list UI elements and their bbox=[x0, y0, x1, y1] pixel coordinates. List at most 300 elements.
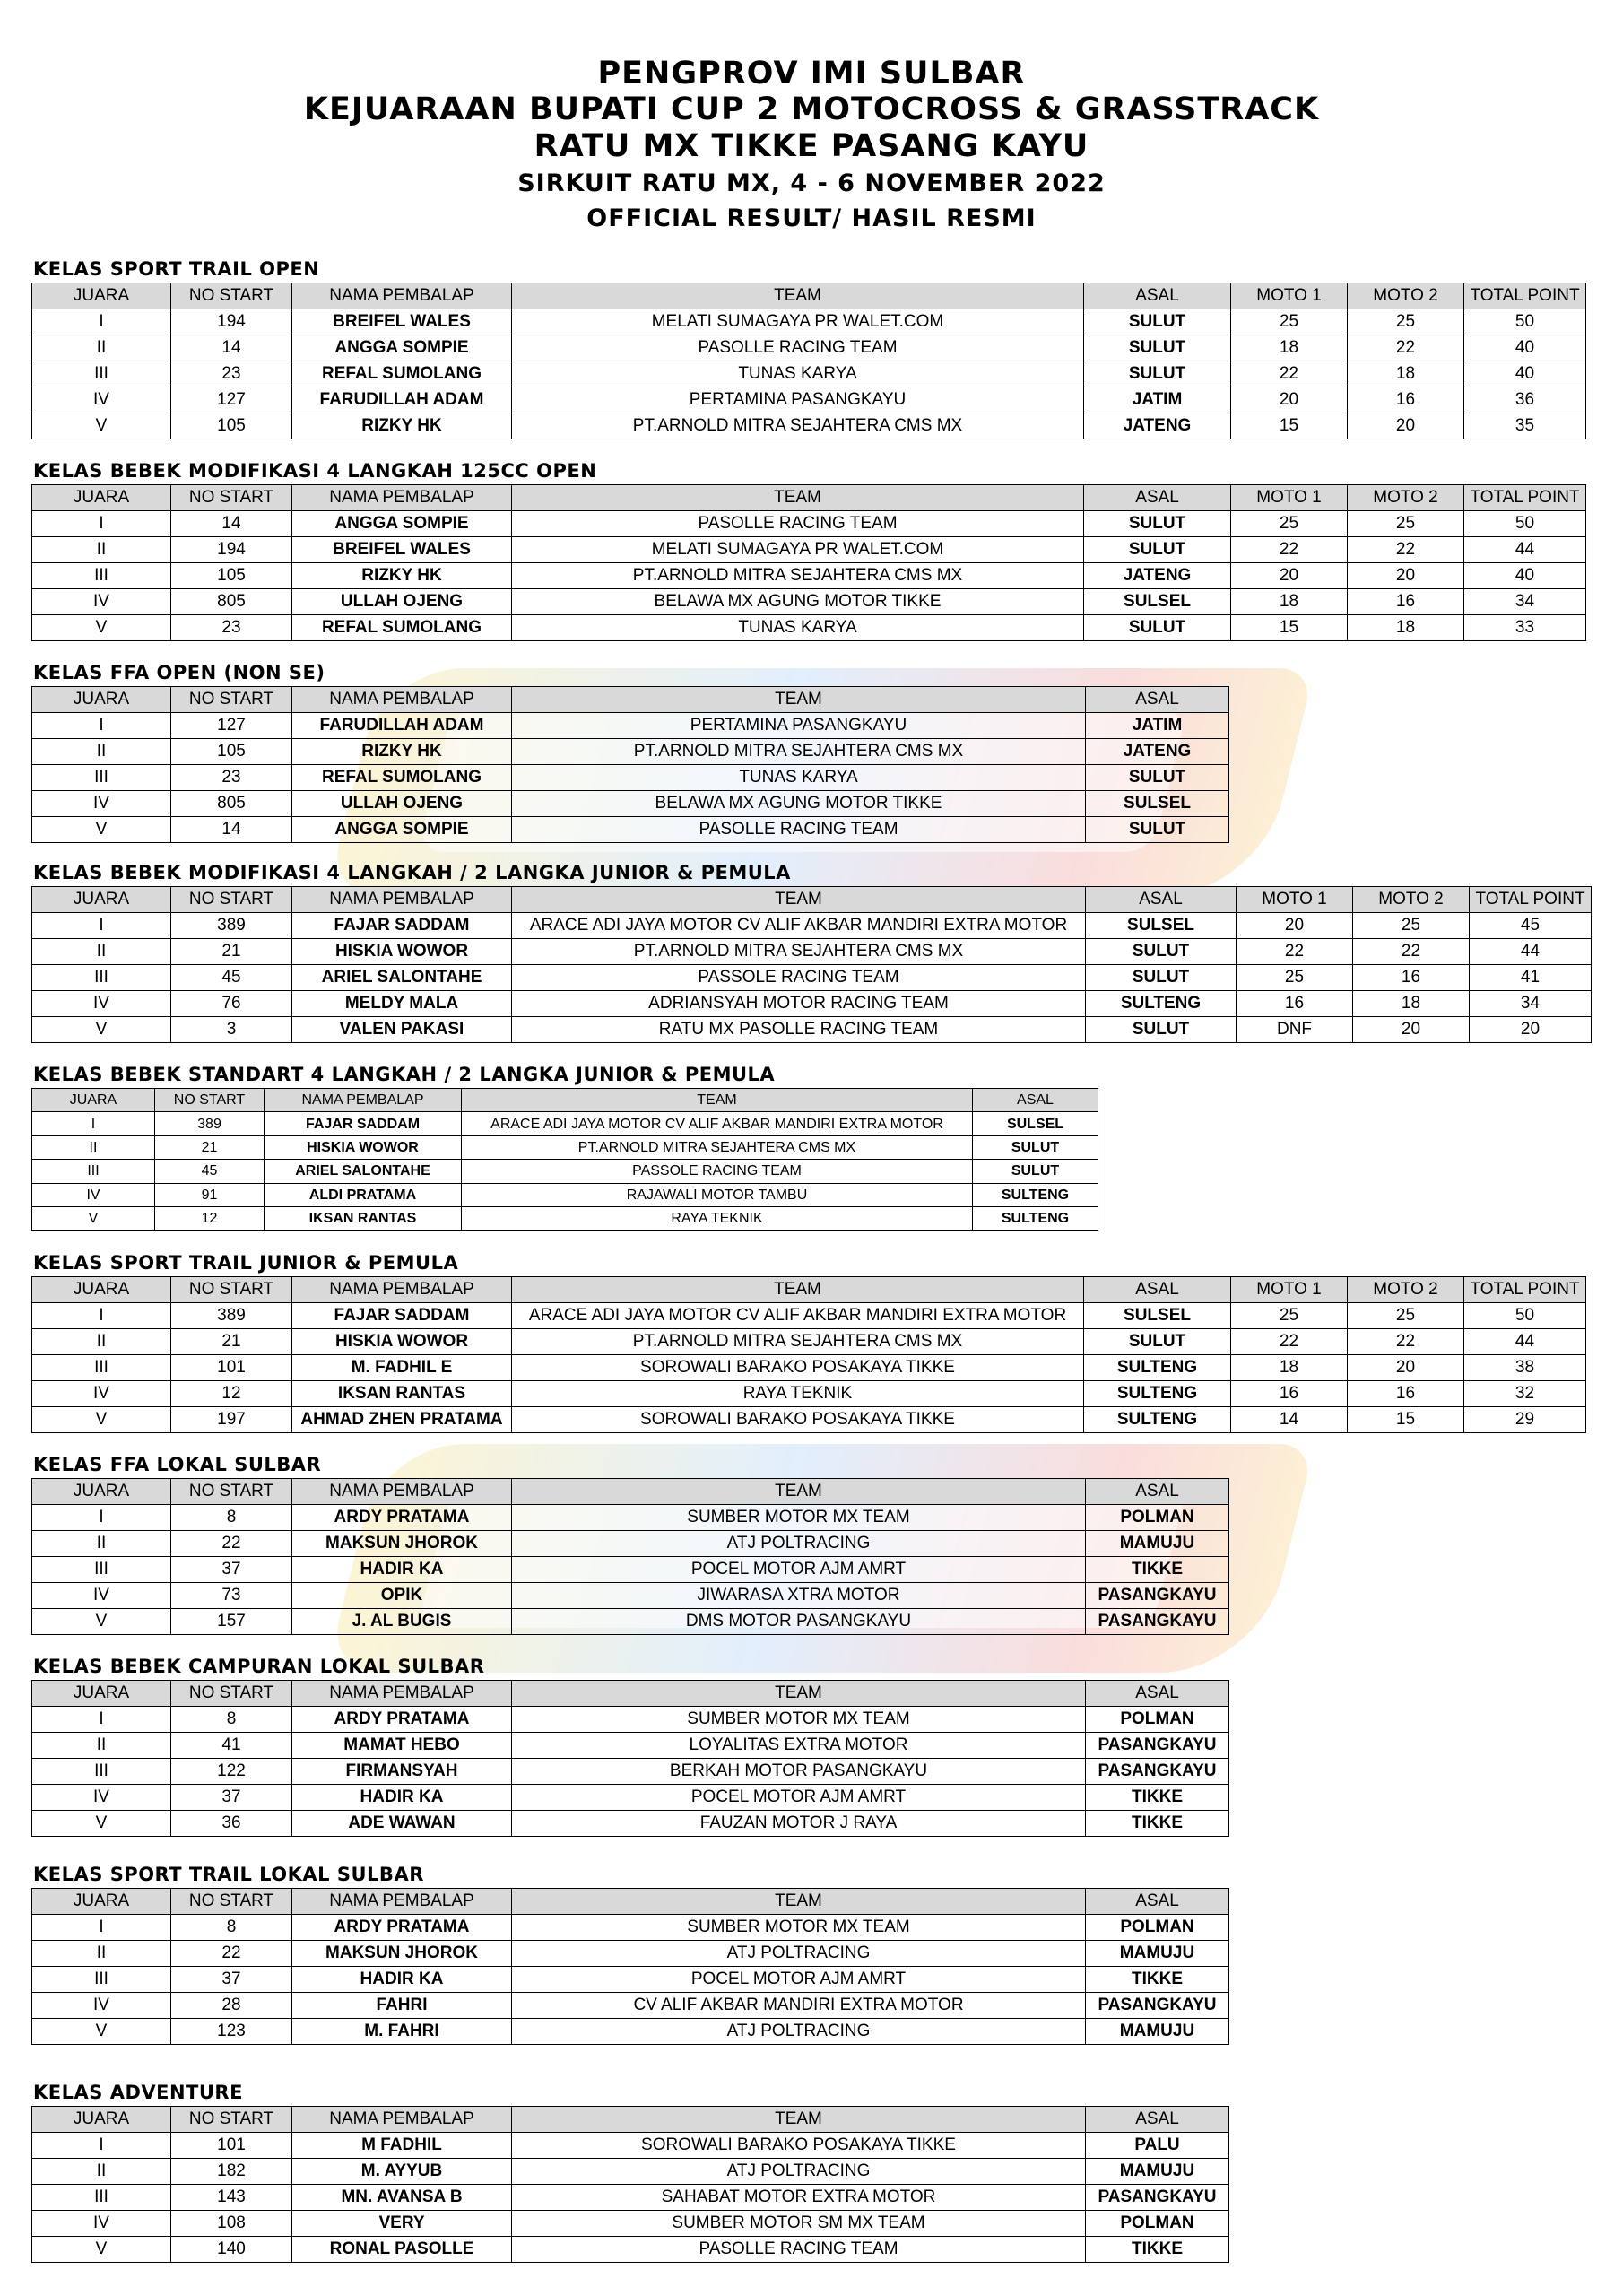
column-header-juara: JUARA bbox=[32, 1681, 171, 1707]
team-cell: POCEL MOTOR AJM AMRT bbox=[512, 1557, 1086, 1583]
origin-cell: SULUT bbox=[973, 1160, 1098, 1183]
rider-name-cell: RONAL PASOLLE bbox=[292, 2237, 512, 2263]
team-cell: RAYA TEKNIK bbox=[512, 1381, 1084, 1407]
column-header-moto2: MOTO 2 bbox=[1348, 485, 1464, 511]
moto1-cell: 18 bbox=[1231, 589, 1348, 615]
column-header-team: TEAM bbox=[512, 1681, 1086, 1707]
column-header-moto2: MOTO 2 bbox=[1348, 1277, 1464, 1303]
table-header-row bbox=[32, 887, 1592, 913]
rank-cell: V bbox=[32, 1811, 171, 1837]
rank-cell: III bbox=[32, 1355, 171, 1381]
result-section bbox=[31, 1249, 1586, 1433]
moto2-cell: 20 bbox=[1348, 563, 1464, 589]
rank-cell: I bbox=[32, 309, 171, 335]
rider-name-cell: M. FAHRI bbox=[292, 2019, 512, 2045]
rider-name-cell: ANGGA SOMPIE bbox=[292, 335, 512, 361]
origin-cell: SULUT bbox=[1086, 817, 1229, 843]
column-header-team: TEAM bbox=[512, 1277, 1084, 1303]
rider-name-cell: FAJAR SADDAM bbox=[265, 1112, 462, 1135]
rider-name-cell: MAKSUN JHOROK bbox=[292, 1531, 512, 1557]
column-header-nama: NAMA PEMBALAP bbox=[292, 1889, 512, 1915]
table-row bbox=[32, 1381, 1586, 1407]
table-header-row bbox=[32, 1277, 1586, 1303]
column-header-moto1: MOTO 1 bbox=[1237, 887, 1353, 913]
start-number-cell: 389 bbox=[171, 1303, 292, 1329]
team-cell: RATU MX PASOLLE RACING TEAM bbox=[512, 1017, 1086, 1043]
moto1-cell: 16 bbox=[1237, 991, 1353, 1017]
rider-name-cell: ULLAH OJENG bbox=[292, 589, 512, 615]
column-header-nama: NAMA PEMBALAP bbox=[292, 2107, 512, 2133]
total-point-cell: 44 bbox=[1464, 537, 1586, 563]
team-cell: PASSOLE RACING TEAM bbox=[512, 965, 1086, 991]
team-cell: PASOLLE RACING TEAM bbox=[512, 817, 1086, 843]
rider-name-cell: MN. AVANSA B bbox=[292, 2185, 512, 2211]
rider-name-cell: FARUDILLAH ADAM bbox=[292, 387, 512, 413]
section-title: KELAS ADVENTURE bbox=[33, 2082, 243, 2103]
origin-cell: MAMUJU bbox=[1086, 1531, 1229, 1557]
column-header-nama: NAMA PEMBALAP bbox=[292, 887, 512, 913]
start-number-cell: 23 bbox=[171, 361, 292, 387]
team-cell: PASOLLE RACING TEAM bbox=[512, 2237, 1086, 2263]
moto1-cell: 22 bbox=[1231, 537, 1348, 563]
start-number-cell: 73 bbox=[171, 1583, 292, 1609]
table-header-row bbox=[32, 1479, 1229, 1505]
table-row bbox=[32, 1531, 1229, 1557]
moto1-cell: 18 bbox=[1231, 1355, 1348, 1381]
table-row bbox=[32, 511, 1586, 537]
rider-name-cell: HISKIA WOWOR bbox=[265, 1135, 462, 1159]
total-point-cell: 34 bbox=[1470, 991, 1592, 1017]
team-cell: PT.ARNOLD MITRA SEJAHTERA CMS MX bbox=[512, 563, 1084, 589]
rank-cell: III bbox=[32, 765, 171, 791]
start-number-cell: 23 bbox=[171, 615, 292, 641]
table-row bbox=[32, 1407, 1586, 1433]
rider-name-cell: RIZKY HK bbox=[292, 739, 512, 765]
table-row bbox=[32, 1505, 1229, 1531]
origin-cell: SULUT bbox=[1086, 1017, 1237, 1043]
total-point-cell: 40 bbox=[1464, 361, 1586, 387]
rank-cell: II bbox=[32, 739, 171, 765]
column-header-team: TEAM bbox=[512, 687, 1086, 713]
rider-name-cell: HADIR KA bbox=[292, 1967, 512, 1993]
table-row bbox=[32, 2185, 1229, 2211]
column-header-no-start: NO START bbox=[171, 1681, 292, 1707]
table-row bbox=[32, 939, 1592, 965]
team-cell: SUMBER MOTOR MX TEAM bbox=[512, 1505, 1086, 1531]
start-number-cell: 21 bbox=[171, 939, 292, 965]
origin-cell: POLMAN bbox=[1086, 2211, 1229, 2237]
team-cell: SOROWALI BARAKO POSAKAYA TIKKE bbox=[512, 1355, 1084, 1381]
rank-cell: V bbox=[32, 1407, 171, 1433]
rider-name-cell: ARDY PRATAMA bbox=[292, 1915, 512, 1941]
table-header-row bbox=[32, 1889, 1229, 1915]
rank-cell: I bbox=[32, 1915, 171, 1941]
origin-cell: TIKKE bbox=[1086, 1557, 1229, 1583]
header-organizer: PENGPROV IMI SULBAR bbox=[597, 56, 1026, 91]
start-number-cell: 12 bbox=[171, 1381, 292, 1407]
column-header-nama: NAMA PEMBALAP bbox=[292, 1681, 512, 1707]
rider-name-cell: ARDY PRATAMA bbox=[292, 1707, 512, 1733]
moto1-cell: 15 bbox=[1231, 615, 1348, 641]
table-row bbox=[32, 817, 1229, 843]
team-cell: ARACE ADI JAYA MOTOR CV ALIF AKBAR MANDIRI EXTRA MOTOR bbox=[512, 913, 1086, 939]
origin-cell: JATIM bbox=[1084, 387, 1231, 413]
section-title: KELAS BEBEK CAMPURAN LOKAL SULBAR bbox=[33, 1656, 485, 1677]
results-table bbox=[31, 1478, 1229, 1635]
table-row bbox=[32, 739, 1229, 765]
rider-name-cell: HISKIA WOWOR bbox=[292, 939, 512, 965]
document-header bbox=[0, 56, 1623, 232]
rank-cell: II bbox=[32, 1941, 171, 1967]
rank-cell: II bbox=[32, 2159, 171, 2185]
rank-cell: IV bbox=[32, 589, 171, 615]
team-cell: BELAWA MX AGUNG MOTOR TIKKE bbox=[512, 589, 1084, 615]
table-row bbox=[32, 361, 1586, 387]
rank-cell: V bbox=[32, 413, 171, 439]
start-number-cell: 37 bbox=[171, 1785, 292, 1811]
table-row bbox=[32, 2019, 1229, 2045]
rank-cell: III bbox=[32, 1967, 171, 1993]
moto1-cell: 20 bbox=[1231, 563, 1348, 589]
moto2-cell: 25 bbox=[1353, 913, 1470, 939]
team-cell: SOROWALI BARAKO POSAKAYA TIKKE bbox=[512, 2133, 1086, 2159]
team-cell: PASSOLE RACING TEAM bbox=[462, 1160, 973, 1183]
rank-cell: IV bbox=[32, 1183, 155, 1206]
start-number-cell: 805 bbox=[171, 791, 292, 817]
moto2-cell: 16 bbox=[1348, 387, 1464, 413]
moto1-cell: DNF bbox=[1237, 1017, 1353, 1043]
rider-name-cell: ARDY PRATAMA bbox=[292, 1505, 512, 1531]
origin-cell: TIKKE bbox=[1086, 1811, 1229, 1837]
origin-cell: SULUT bbox=[1084, 537, 1231, 563]
start-number-cell: 194 bbox=[171, 309, 292, 335]
table-row bbox=[32, 2133, 1229, 2159]
team-cell: ATJ POLTRACING bbox=[512, 2019, 1086, 2045]
table-row bbox=[32, 1135, 1098, 1159]
table-row bbox=[32, 1993, 1229, 2019]
moto1-cell: 16 bbox=[1231, 1381, 1348, 1407]
moto1-cell: 22 bbox=[1231, 1329, 1348, 1355]
column-header-team: TEAM bbox=[512, 283, 1084, 309]
table-header-row bbox=[32, 2107, 1229, 2133]
total-point-cell: 50 bbox=[1464, 309, 1586, 335]
team-cell: ARACE ADI JAYA MOTOR CV ALIF AKBAR MANDIRI EXTRA MOTOR bbox=[462, 1112, 973, 1135]
table-row bbox=[32, 1160, 1098, 1183]
table-row bbox=[32, 537, 1586, 563]
rank-cell: I bbox=[32, 511, 171, 537]
table-row bbox=[32, 387, 1586, 413]
rank-cell: V bbox=[32, 1609, 171, 1635]
column-header-juara: JUARA bbox=[32, 1889, 171, 1915]
origin-cell: POLMAN bbox=[1086, 1915, 1229, 1941]
rider-name-cell: HADIR KA bbox=[292, 1785, 512, 1811]
column-header-team: TEAM bbox=[512, 485, 1084, 511]
column-header-nama: NAMA PEMBALAP bbox=[265, 1089, 462, 1112]
origin-cell: SULTENG bbox=[973, 1206, 1098, 1230]
column-header-team: TEAM bbox=[512, 2107, 1086, 2133]
start-number-cell: 76 bbox=[171, 991, 292, 1017]
rank-cell: III bbox=[32, 1160, 155, 1183]
rank-cell: I bbox=[32, 713, 171, 739]
team-cell: SUMBER MOTOR MX TEAM bbox=[512, 1707, 1086, 1733]
start-number-cell: 108 bbox=[171, 2211, 292, 2237]
rider-name-cell: IKSAN RANTAS bbox=[292, 1381, 512, 1407]
team-cell: DMS MOTOR PASANGKAYU bbox=[512, 1609, 1086, 1635]
origin-cell: SULSEL bbox=[973, 1112, 1098, 1135]
start-number-cell: 8 bbox=[171, 1915, 292, 1941]
rider-name-cell: ANGGA SOMPIE bbox=[292, 511, 512, 537]
start-number-cell: 389 bbox=[155, 1112, 265, 1135]
team-cell: SOROWALI BARAKO POSAKAYA TIKKE bbox=[512, 1407, 1084, 1433]
start-number-cell: 140 bbox=[171, 2237, 292, 2263]
moto2-cell: 22 bbox=[1348, 537, 1464, 563]
origin-cell: SULUT bbox=[1084, 361, 1231, 387]
table-row bbox=[32, 2237, 1229, 2263]
result-section bbox=[31, 859, 1592, 1043]
rider-name-cell: FAJAR SADDAM bbox=[292, 913, 512, 939]
rider-name-cell: FAHRI bbox=[292, 1993, 512, 2019]
origin-cell: MAMUJU bbox=[1086, 2159, 1229, 2185]
table-row bbox=[32, 2159, 1229, 2185]
origin-cell: PALU bbox=[1086, 2133, 1229, 2159]
result-section bbox=[31, 1653, 1229, 1837]
column-header-nama: NAMA PEMBALAP bbox=[292, 1479, 512, 1505]
total-point-cell: 29 bbox=[1464, 1407, 1586, 1433]
moto1-cell: 22 bbox=[1231, 361, 1348, 387]
team-cell: PT.ARNOLD MITRA SEJAHTERA CMS MX bbox=[512, 1329, 1084, 1355]
origin-cell: SULUT bbox=[1086, 965, 1237, 991]
rider-name-cell: M. AYYUB bbox=[292, 2159, 512, 2185]
total-point-cell: 36 bbox=[1464, 387, 1586, 413]
team-cell: ATJ POLTRACING bbox=[512, 1531, 1086, 1557]
results-table bbox=[31, 886, 1592, 1043]
start-number-cell: 21 bbox=[171, 1329, 292, 1355]
start-number-cell: 14 bbox=[171, 335, 292, 361]
start-number-cell: 22 bbox=[171, 1531, 292, 1557]
rank-cell: V bbox=[32, 1206, 155, 1230]
table-row bbox=[32, 1112, 1098, 1135]
rider-name-cell: MAMAT HEBO bbox=[292, 1733, 512, 1759]
moto2-cell: 18 bbox=[1348, 361, 1464, 387]
start-number-cell: 23 bbox=[171, 765, 292, 791]
results-table bbox=[31, 1088, 1098, 1231]
column-header-no-start: NO START bbox=[171, 283, 292, 309]
team-cell: PASOLLE RACING TEAM bbox=[512, 511, 1084, 537]
team-cell: PT.ARNOLD MITRA SEJAHTERA CMS MX bbox=[512, 739, 1086, 765]
rank-cell: IV bbox=[32, 1993, 171, 2019]
section-title: KELAS SPORT TRAIL LOKAL SULBAR bbox=[33, 1864, 424, 1885]
total-point-cell: 38 bbox=[1464, 1355, 1586, 1381]
team-cell: POCEL MOTOR AJM AMRT bbox=[512, 1785, 1086, 1811]
origin-cell: JATENG bbox=[1086, 739, 1229, 765]
origin-cell: SULSEL bbox=[1086, 913, 1237, 939]
total-point-cell: 34 bbox=[1464, 589, 1586, 615]
column-header-moto2: MOTO 2 bbox=[1353, 887, 1470, 913]
start-number-cell: 21 bbox=[155, 1135, 265, 1159]
column-header-no-start: NO START bbox=[171, 1479, 292, 1505]
column-header-asal: ASAL bbox=[1084, 1277, 1231, 1303]
team-cell: BELAWA MX AGUNG MOTOR TIKKE bbox=[512, 791, 1086, 817]
results-table bbox=[31, 1680, 1229, 1837]
rider-name-cell: OPIK bbox=[292, 1583, 512, 1609]
column-header-juara: JUARA bbox=[32, 283, 171, 309]
origin-cell: PASANGKAYU bbox=[1086, 1759, 1229, 1785]
start-number-cell: 197 bbox=[171, 1407, 292, 1433]
column-header-moto1: MOTO 1 bbox=[1231, 1277, 1348, 1303]
table-row bbox=[32, 413, 1586, 439]
team-cell: ATJ POLTRACING bbox=[512, 1941, 1086, 1967]
column-header-juara: JUARA bbox=[32, 2107, 171, 2133]
team-cell: ARACE ADI JAYA MOTOR CV ALIF AKBAR MANDIRI EXTRA MOTOR bbox=[512, 1303, 1084, 1329]
team-cell: PERTAMINA PASANGKAYU bbox=[512, 713, 1086, 739]
origin-cell: JATIM bbox=[1086, 713, 1229, 739]
team-cell: MELATI SUMAGAYA PR WALET.COM bbox=[512, 537, 1084, 563]
rider-name-cell: HISKIA WOWOR bbox=[292, 1329, 512, 1355]
result-section bbox=[31, 2079, 1229, 2263]
rank-cell: I bbox=[32, 1303, 171, 1329]
results-table bbox=[31, 686, 1229, 843]
rider-name-cell: FARUDILLAH ADAM bbox=[292, 713, 512, 739]
table-row bbox=[32, 563, 1586, 589]
moto1-cell: 25 bbox=[1231, 309, 1348, 335]
moto2-cell: 20 bbox=[1348, 1355, 1464, 1381]
start-number-cell: 45 bbox=[155, 1160, 265, 1183]
total-point-cell: 44 bbox=[1470, 939, 1592, 965]
rank-cell: III bbox=[32, 563, 171, 589]
rank-cell: I bbox=[32, 913, 171, 939]
column-header-asal: ASAL bbox=[1086, 687, 1229, 713]
rank-cell: I bbox=[32, 1112, 155, 1135]
origin-cell: SULTENG bbox=[973, 1183, 1098, 1206]
column-header-team: TEAM bbox=[512, 887, 1086, 913]
table-row bbox=[32, 1583, 1229, 1609]
rider-name-cell: BREIFEL WALES bbox=[292, 537, 512, 563]
rider-name-cell: ADE WAWAN bbox=[292, 1811, 512, 1837]
start-number-cell: 123 bbox=[171, 2019, 292, 2045]
column-header-no-start: NO START bbox=[171, 887, 292, 913]
start-number-cell: 37 bbox=[171, 1967, 292, 1993]
rider-name-cell: REFAL SUMOLANG bbox=[292, 615, 512, 641]
start-number-cell: 122 bbox=[171, 1759, 292, 1785]
start-number-cell: 8 bbox=[171, 1505, 292, 1531]
start-number-cell: 91 bbox=[155, 1183, 265, 1206]
column-header-no-start: NO START bbox=[171, 2107, 292, 2133]
rider-name-cell: FAJAR SADDAM bbox=[292, 1303, 512, 1329]
column-header-no-start: NO START bbox=[171, 1277, 292, 1303]
origin-cell: TIKKE bbox=[1086, 2237, 1229, 2263]
origin-cell: PASANGKAYU bbox=[1086, 1733, 1229, 1759]
start-number-cell: 105 bbox=[171, 413, 292, 439]
total-point-cell: 35 bbox=[1464, 413, 1586, 439]
team-cell: FAUZAN MOTOR J RAYA bbox=[512, 1811, 1086, 1837]
results-table bbox=[31, 283, 1586, 439]
section-title: KELAS BEBEK MODIFIKASI 4 LANGKAH / 2 LANGKA JUNIOR & PEMULA bbox=[33, 862, 791, 883]
origin-cell: SULSEL bbox=[1084, 589, 1231, 615]
total-point-cell: 20 bbox=[1470, 1017, 1592, 1043]
team-cell: POCEL MOTOR AJM AMRT bbox=[512, 1967, 1086, 1993]
moto2-cell: 15 bbox=[1348, 1407, 1464, 1433]
column-header-nama: NAMA PEMBALAP bbox=[292, 485, 512, 511]
column-header-juara: JUARA bbox=[32, 887, 171, 913]
rider-name-cell: HADIR KA bbox=[292, 1557, 512, 1583]
moto1-cell: 18 bbox=[1231, 335, 1348, 361]
origin-cell: MAMUJU bbox=[1086, 2019, 1229, 2045]
rank-cell: IV bbox=[32, 387, 171, 413]
rank-cell: IV bbox=[32, 791, 171, 817]
rank-cell: V bbox=[32, 615, 171, 641]
rider-name-cell: RIZKY HK bbox=[292, 413, 512, 439]
moto1-cell: 22 bbox=[1237, 939, 1353, 965]
team-cell: PT.ARNOLD MITRA SEJAHTERA CMS MX bbox=[462, 1135, 973, 1159]
origin-cell: MAMUJU bbox=[1086, 1941, 1229, 1967]
rider-name-cell: REFAL SUMOLANG bbox=[292, 765, 512, 791]
rank-cell: II bbox=[32, 1329, 171, 1355]
rider-name-cell: MAKSUN JHOROK bbox=[292, 1941, 512, 1967]
table-header-row bbox=[32, 283, 1586, 309]
result-section bbox=[31, 1861, 1229, 2045]
column-header-asal: ASAL bbox=[1086, 1479, 1229, 1505]
rank-cell: II bbox=[32, 1135, 155, 1159]
moto2-cell: 22 bbox=[1348, 335, 1464, 361]
start-number-cell: 12 bbox=[155, 1206, 265, 1230]
column-header-juara: JUARA bbox=[32, 1479, 171, 1505]
table-row bbox=[32, 589, 1586, 615]
origin-cell: SULUT bbox=[1086, 765, 1229, 791]
column-header-juara: JUARA bbox=[32, 485, 171, 511]
origin-cell: JATENG bbox=[1084, 413, 1231, 439]
table-row bbox=[32, 791, 1229, 817]
column-header-juara: JUARA bbox=[32, 1277, 171, 1303]
column-header-juara: JUARA bbox=[32, 1089, 155, 1112]
origin-cell: SULUT bbox=[1086, 939, 1237, 965]
table-row bbox=[32, 1303, 1586, 1329]
table-row bbox=[32, 765, 1229, 791]
result-section bbox=[31, 1451, 1229, 1635]
start-number-cell: 3 bbox=[171, 1017, 292, 1043]
rank-cell: II bbox=[32, 1733, 171, 1759]
rider-name-cell: ARIEL SALONTAHE bbox=[292, 965, 512, 991]
origin-cell: PASANGKAYU bbox=[1086, 1609, 1229, 1635]
total-point-cell: 40 bbox=[1464, 563, 1586, 589]
start-number-cell: 101 bbox=[171, 1355, 292, 1381]
column-header-asal: ASAL bbox=[1086, 2107, 1229, 2133]
origin-cell: SULUT bbox=[1084, 615, 1231, 641]
total-point-cell: 50 bbox=[1464, 511, 1586, 537]
start-number-cell: 14 bbox=[171, 511, 292, 537]
team-cell: PT.ARNOLD MITRA SEJAHTERA CMS MX bbox=[512, 939, 1086, 965]
origin-cell: SULTENG bbox=[1084, 1381, 1231, 1407]
moto1-cell: 20 bbox=[1237, 913, 1353, 939]
table-row bbox=[32, 615, 1586, 641]
column-header-moto1: MOTO 1 bbox=[1231, 283, 1348, 309]
column-header-juara: JUARA bbox=[32, 687, 171, 713]
table-header-row bbox=[32, 687, 1229, 713]
moto1-cell: 15 bbox=[1231, 413, 1348, 439]
column-header-total: TOTAL POINT bbox=[1464, 485, 1586, 511]
team-cell: SUMBER MOTOR MX TEAM bbox=[512, 1915, 1086, 1941]
origin-cell: SULTENG bbox=[1084, 1407, 1231, 1433]
origin-cell: POLMAN bbox=[1086, 1505, 1229, 1531]
table-row bbox=[32, 1785, 1229, 1811]
section-title: KELAS SPORT TRAIL OPEN bbox=[33, 258, 320, 280]
header-event-title: KEJUARAAN BUPATI CUP 2 MOTOCROSS & GRASSTRACK bbox=[303, 91, 1320, 128]
table-row bbox=[32, 1759, 1229, 1785]
rank-cell: III bbox=[32, 1759, 171, 1785]
moto1-cell: 25 bbox=[1237, 965, 1353, 991]
header-date: SIRKUIT RATU MX, 4 - 6 NOVEMBER 2022 bbox=[517, 169, 1106, 197]
total-point-cell: 40 bbox=[1464, 335, 1586, 361]
table-row bbox=[32, 1017, 1592, 1043]
